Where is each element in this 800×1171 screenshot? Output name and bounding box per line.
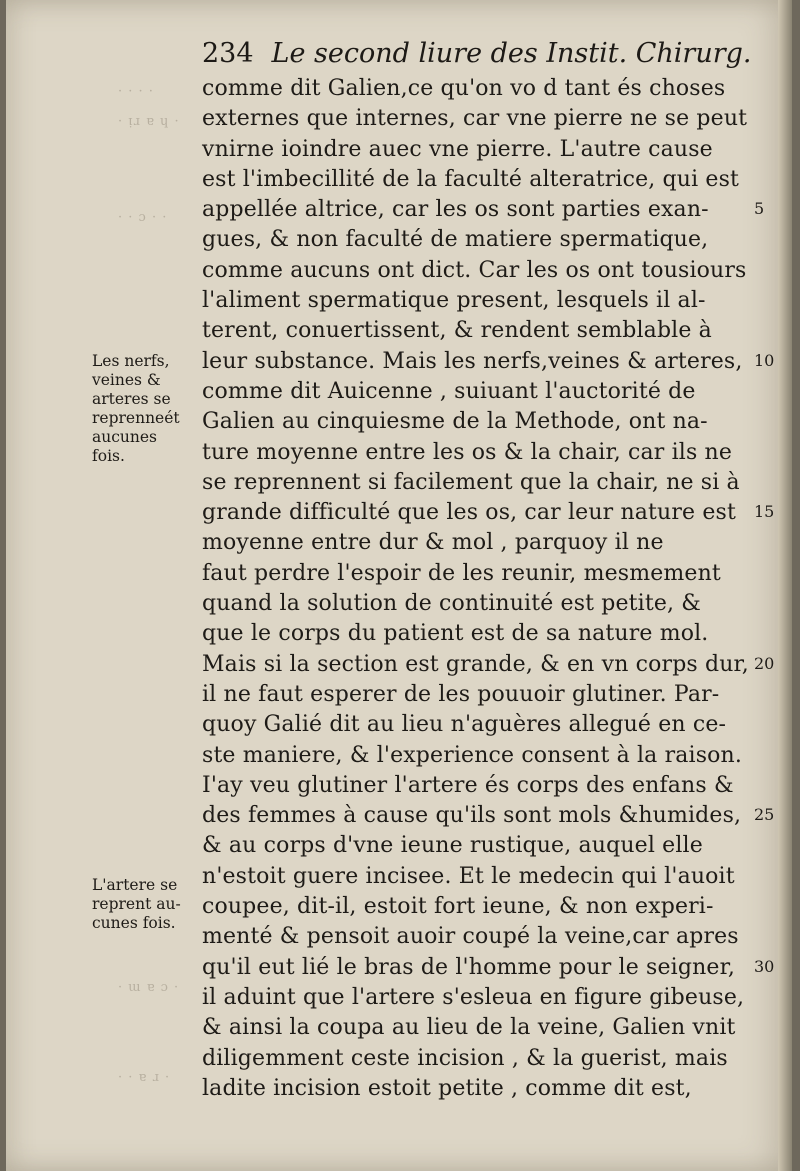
text-line: se reprennent si facilement que la chair, ne si à [202,469,740,495]
line-number: 20 [754,653,775,673]
text-line: coupee, dit-il, estoit fort ieune, & non experi- [202,894,714,920]
text-line: quand la solution de continuité est petite, & [202,591,702,617]
margin-note-nerfs [92,352,180,466]
margin-note-line: reprent au- [92,895,181,913]
margin-note-line: fois. [92,447,125,465]
text-line: il ne faut esperer de les pouuoir glutiner. Par- [202,681,720,707]
show-through-text: · · ɐ ɹ · [118,1070,171,1085]
text-line: ladite incision estoit petite , comme dit est, [202,1075,692,1101]
line-number: 15 [754,502,775,522]
margin-note-line: veines & [92,371,161,389]
book-page [6,0,792,1171]
text-line: n'estoit guere incisee. Et le medecin qui l'auoit [202,863,735,889]
margin-note-line: reprenneét [92,409,180,427]
show-through-text: · ᴉɹ ɐ ɥ · [118,114,180,129]
text-line: qu'il eut lié le bras de l'homme pour le seigner, [202,954,735,980]
text-line: appellée altrice, car les os sont parties exan- [202,197,709,223]
text-line: diligemment ceste incision , & la guerist, mais [202,1045,728,1071]
text-line: & ainsi la coupa au lieu de la veine, Galien vnit [202,1015,736,1041]
text-line: des femmes à cause qu'ils sont mols &humides, [202,803,742,829]
text-line: l'aliment spermatique present, lesquels il al- [202,288,706,314]
show-through-text: · ɯ ɐ ɔ · [118,980,180,995]
text-line: ste maniere, & l'experience consent à la raison. [202,742,743,768]
margin-note-line: L'artere se [92,876,178,894]
text-line: faut perdre l'espoir de les reunir, mesmement [202,560,721,586]
text-line: leur substance. Mais les nerfs,veines & arteres, [202,348,743,374]
line-number: 10 [754,350,775,370]
text-line: moyenne entre dur & mol , parquoy il ne [202,530,664,556]
text-line: & au corps d'vne ieune rustique, auquel elle [202,833,703,859]
margin-note-line: arteres se [92,390,171,408]
text-line: terent, conuertissent, & rendent semblable à [202,318,712,344]
text-line: il aduint que l'artere s'esleua en figure gibeuse, [202,984,745,1010]
running-header [202,38,752,78]
running-title: Le second liure des Instit. Chirurg. [271,38,752,69]
text-line: externes que internes, car vne pierre ne se peut [202,106,748,132]
line-number: 25 [754,805,775,825]
page-edge-shadow [778,0,792,1171]
margin-note-line: aucunes [92,428,157,446]
text-line: Mais si la section est grande, & en vn corps dur, [202,651,749,677]
line-number: 5 [754,199,765,219]
show-through-text: · · ɔ · · [118,210,168,225]
text-line: I'ay veu glutiner l'artere és corps des enfans & [202,772,734,798]
text-line: que le corps du patient est de sa nature mol. [202,621,709,647]
text-line: Galien au cinquiesme de la Methode, ont na- [202,409,708,435]
text-line: quoy Galié dit au lieu n'aguères allegué en ce- [202,712,727,738]
text-line: gues, & non faculté de matiere spermatique, [202,227,709,253]
text-line: est l'imbecillité de la faculté alteratrice, qui est [202,166,740,192]
body-text [202,74,749,1104]
page-number: 234 [202,38,254,69]
show-through-text: · · · · [118,84,154,99]
text-line: grande difficulté que les os, car leur nature est [202,500,736,526]
margin-note-artere [92,876,181,933]
margin-note-line: Les nerfs, [92,352,170,370]
line-number: 30 [754,956,775,976]
text-line: menté & pensoit auoir coupé la veine,car apres [202,924,739,950]
text-line: vnirne ioindre auec vne pierre. L'autre cause [202,136,713,162]
text-line: ture moyenne entre les os & la chair, car ils ne [202,439,733,465]
margin-note-line: cunes fois. [92,914,176,932]
text-line: comme dit Auicenne , suiuant l'auctorité de [202,378,696,404]
text-line: comme dit Galien,ce qu'on vo d tant és choses [202,76,726,101]
text-line: comme aucuns ont dict. Car les os ont tousiours [202,257,747,283]
